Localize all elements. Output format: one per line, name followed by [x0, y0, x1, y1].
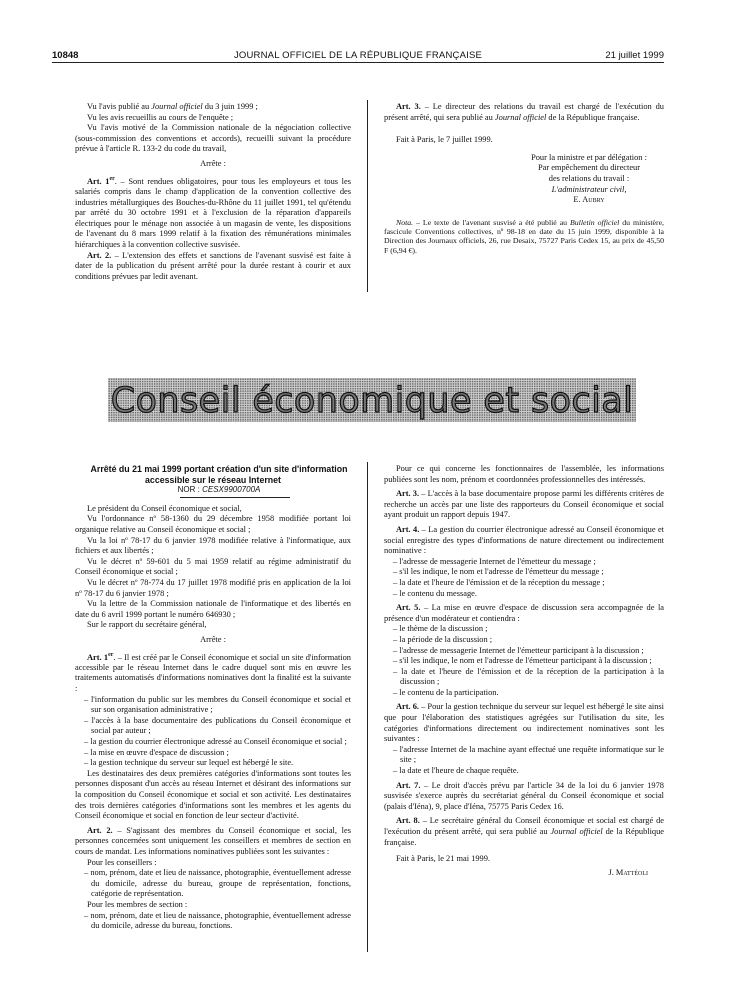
list-item: – la gestion technique du serveur sur lequel est hébergé le site. — [84, 758, 294, 768]
list-item: – la date et l'heure de l'émission et de la réception de la participation à la discussion ; — [393, 666, 664, 687]
decree-title: Arrêté du 21 mai 1999 portant création d'un site d'information accessible sur le réseau Internet — [90, 464, 348, 485]
intro-line: Vu la lettre de la Commission nationale de l'informatique et des libertés en date du 6 avril 1999 portant le numéro 646930 ; — [75, 599, 351, 619]
intro-line: Vu la loi nº 78-17 du 6 janvier 1978 modifiée relative à l'informatique, aux fichiers et aux libertés ; — [75, 535, 351, 556]
list-item: – le contenu de la participation. — [393, 687, 499, 697]
list-item: – l'adresse Internet de la machine ayant effectué une requête informatique sur le site ; — [393, 744, 664, 765]
article-1: Art. 1er. – Sont rendues obligatoires, pour tous les employeurs et tous les salariés compris dans le champ d'application de la convention collective des industries métallurgiques des Bouches-du-Rhône du 11 juillet 1991, tel qu'étendu par arrêté du 30 octobre 1991 et à l'exclusion de la réparation d'appareils électriques pour le ménage non associée à un magasin de vente, les dispositions de l'avenant du 8 mars 1999 relatif à la fixation des rémunérations minimales hiérarchiques à la convention collective susvisée. — [75, 175, 351, 249]
journal-title: JOURNAL OFFICIEL DE LA RÉPUBLIQUE FRANÇAISE — [233, 50, 483, 61]
page-number: 10848 — [52, 50, 79, 61]
article-4: Art. 4. – La gestion du courrier électronique adressé au Conseil économique et social enregistre des types d'informations de nature directement ou indirectement nominative : — [384, 524, 664, 556]
issue-date: 21 juillet 1999 — [605, 50, 664, 61]
section-banner — [108, 378, 636, 422]
list-item: – l'adresse de messagerie Internet de l'émetteur du message ; — [393, 556, 596, 566]
paragraph: Les destinataires des deux premières catégories d'informations sont toutes les personnes disposant d'un accès au réseau Internet et désirant des informations sur la composition du Conseil économique et social et son activité. Les destinataires des trois dernières catégories d'informations sont les membres et les agents du Conseil économique et social en fonction de leur secteur d'activité. — [75, 768, 351, 821]
article-7: Art. 7. – Le droit d'accès prévu par l'article 34 de la loi du 6 janvier 1978 susvisée s'exerce auprès du secrétariat général du Conseil économique et social (palais d'Iéna), 9, place d'Iéna, 75775 Paris Cedex 16. — [384, 780, 664, 811]
list-item: – s'il les indique, le nom et l'adresse de l'émetteur du message ; — [393, 567, 604, 577]
arrete-heading: Arrête : — [200, 634, 226, 644]
list-item: – la mise en œuvre d'espace de discussion ; — [84, 747, 229, 757]
article-1: Art. 1er. – Il est créé par le Conseil économique et social un site d'information accessible par le réseau Internet dans le cadre duquel sont mis en œuvre les traitements automatisés d'informations nominatives dont la finalité est la suivante : — [75, 651, 351, 694]
intro-line: Vu l'ordonnance nº 58-1360 du 29 décembre 1958 modifiée portant loi organique relative au Conseil économique et social ; — [75, 514, 351, 534]
list-item: – l'information du public sur les membres du Conseil économique et social et sur son organisation administrative ; — [84, 694, 351, 715]
nota: Nota. – Le texte de l'avenant susvisé a été publié au Bulletin officiel du ministère, fascicule Conventions collectives, nº 98-18 en date du 15 juin 1999, disponible à la Direction des Journaux officiels, 26, rue Desaix, 75727 Paris Cedex 15, au prix de 45,50 F (6,94 €). — [384, 217, 664, 255]
paragraph: Pour les conseillers : — [87, 857, 157, 867]
top-left-column — [75, 102, 351, 282]
list-item: – l'adresse de messagerie Internet de l'émetteur participant à la discussion ; — [393, 645, 644, 655]
column-divider — [367, 100, 368, 292]
arrete-heading: Arrête : — [200, 158, 226, 168]
list-item: – l'accès à la base documentaire des publications du Conseil économique et social par auteur ; — [84, 715, 351, 736]
paragraph: Vu l'avis motivé de la Commission nationale de la négociation collective (sous-commission des conventions et accords), recueilli suivant la procédure prévue à l'article R. 133-2 du code du travail, — [75, 123, 351, 154]
intro-line: Le président du Conseil économique et social, — [87, 503, 242, 513]
intro-line: Vu le décret nº 59-601 du 5 mai 1959 relatif au régime administratif du Conseil économique et social ; — [75, 556, 351, 577]
signature: J. Mattéoli — [608, 867, 648, 877]
section-title: Conseil économique et social — [110, 381, 634, 421]
paragraph: Pour ce qui concerne les fonctionnaires de l'assemblée, les informations publiées sont les nom, prénom et coordonnées professionnelles des intéressés. — [384, 464, 664, 484]
list-item: – la date et l'heure de chaque requête. — [393, 766, 519, 776]
top-right-column — [384, 102, 664, 255]
list-item: – s'il les indique, le nom et l'adresse de l'émetteur participant à la discussion ; — [393, 656, 652, 666]
paragraph: Vu l'avis publié au Journal officiel du 3 juin 1999 ; — [87, 102, 258, 111]
bottom-right-column — [384, 464, 664, 878]
list-item: – nom, prénom, date et lieu de naissance, photographie, éventuellement adresse du domicile, adresse du bureau, fonctions. — [84, 910, 351, 931]
fait-a-paris: Fait à Paris, le 21 mai 1999. — [396, 854, 490, 864]
article-3: Art. 3. – L'accès à la base documentaire propose parmi les différents critères de recherche un accès par une liste des rapporteurs du Conseil économique et social ayant produit un rapport depuis 1947. — [384, 489, 664, 520]
article-6: Art. 6. – Pour la gestion technique du serveur sur lequel est hébergé le site ainsi que pour l'élaboration des statistiques agrégées sur l'utilisation du site, les catégories d'informations directement ou indirectement nominatives sont les suivantes : — [384, 702, 665, 744]
fait-a-paris: Fait à Paris, le 7 juillet 1999. — [396, 135, 493, 145]
list-item: – la date et l'heure de l'émission et de la réception du message ; — [393, 577, 605, 587]
list-item: – la gestion du courrier électronique adressé au Conseil économique et social ; — [84, 737, 347, 747]
list-item: – le contenu du message. — [393, 588, 477, 598]
list-item: – nom, prénom, date et lieu de naissance, photographie, éventuellement adresse du domicile, adresse du bureau, groupe de représentation, fonctions, catégorie de représentation. — [84, 868, 351, 899]
bottom-left-column — [75, 464, 351, 932]
paragraph: Pour les membres de section : — [87, 899, 188, 909]
paragraph: Vu les avis recueillis au cours de l'enquête ; — [87, 112, 234, 122]
article-3: Art. 3. – Le directeur des relations du travail est chargé de l'exécution du présent arrêté, qui sera publié au Journal officiel de la République française. — [384, 102, 664, 122]
article-5: Art. 5. – La mise en œuvre d'espace de discussion sera accompagnée de la présence d'un modérateur et contiendra : — [384, 603, 664, 623]
article-8: Art. 8. – Le secrétaire général du Conseil économique et social est chargé de l'exécution du présent arrêté, qui sera publié au Journal officiel de la République française. — [384, 816, 665, 847]
list-item: – la période de la discussion ; — [393, 634, 493, 644]
column-divider — [367, 462, 368, 952]
list-item: – le thème de la discussion ; — [393, 624, 488, 634]
article-2: Art. 2. – L'extension des effets et sanctions de l'avenant susvisé est faite à dater de la publication du présent arrêté pour la durée restant à courir et aux conditions prévues par ledit avenant. — [75, 250, 352, 281]
intro-line: Sur le rapport du secrétaire général, — [87, 620, 207, 630]
intro-line: Vu le décret nº 78-774 du 17 juillet 1978 modifié pris en application de la loi nº 78-17 du 6 janvier 1978 ; — [75, 577, 351, 598]
page-header — [52, 50, 664, 63]
signature-block: Pour la ministre et par délégation : Par empêchement du directeur des relations du travail : L'administrateur civil, E. Aubry — [531, 152, 647, 205]
nor-reference: NOR : CESX9900700A — [177, 485, 261, 495]
article-2: Art. 2. – S'agissant des membres du Conseil économique et social, les personnes concernées sont uniquement les conseillers et membres de section en cours de mandat. Les informations nominatives publiées sont les suivantes : — [75, 825, 351, 856]
